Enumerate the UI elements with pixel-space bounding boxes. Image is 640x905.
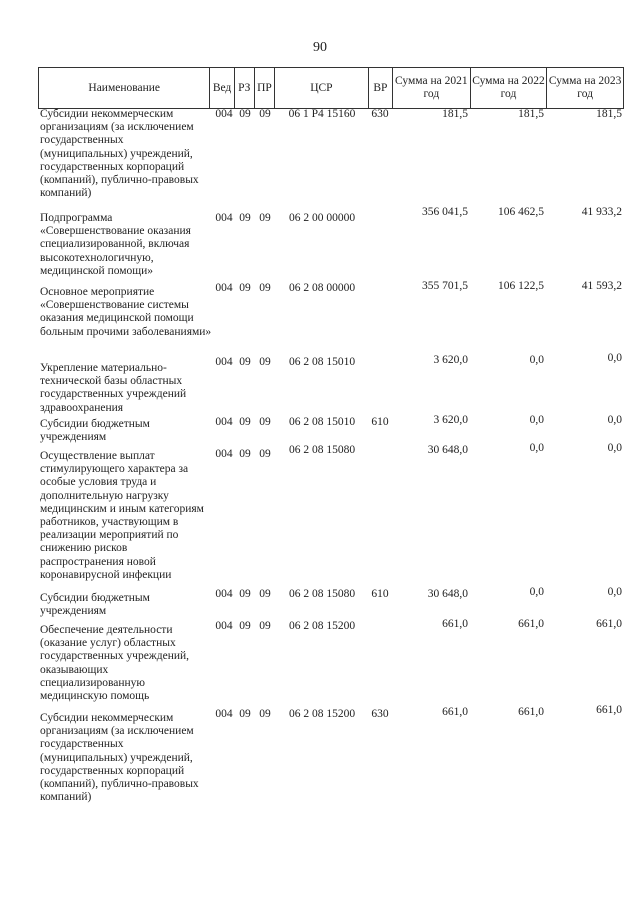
row-sum2021: 661,0 xyxy=(442,618,468,630)
row-csr: 06 2 08 15200 xyxy=(288,620,356,632)
row-pr: 09 xyxy=(259,416,271,428)
row-sum2023: 0,0 xyxy=(607,586,622,598)
row-sum2021: 3 620,0 xyxy=(433,414,468,426)
row-csr: 06 2 08 15200 xyxy=(288,708,356,720)
row-rz: 09 xyxy=(239,416,251,428)
row-csr: 06 2 08 15080 xyxy=(288,444,356,456)
col-header-vr: ВР xyxy=(368,68,392,109)
row-pr: 09 xyxy=(259,282,271,294)
col-header-csr: ЦСР xyxy=(275,68,369,109)
row-ved: 004 xyxy=(215,448,233,460)
col-header-sum2023: Сумма на 2023 год xyxy=(547,68,624,109)
row-sum2022: 181,5 xyxy=(518,108,544,120)
row-ved: 004 xyxy=(215,356,233,368)
row-sum2021: 3 620,0 xyxy=(433,354,468,366)
row-sum2023: 0,0 xyxy=(607,442,622,454)
row-sum2021: 355 701,5 xyxy=(422,280,468,292)
row-sum2022: 661,0 xyxy=(518,618,544,630)
row-rz: 09 xyxy=(239,282,251,294)
col-header-pr: ПР xyxy=(254,68,274,109)
row-rz: 09 xyxy=(239,588,251,600)
row-name: Субсидии бюджетным учреждениям xyxy=(40,592,150,618)
row-name: Основное мероприятие «Совершенствование системы оказания медицинской помощи больным прочими заболеваниями» xyxy=(40,286,212,338)
row-ved: 004 xyxy=(215,588,233,600)
row-pr: 09 xyxy=(259,108,271,120)
row-rz: 09 xyxy=(239,356,251,368)
row-sum2022: 0,0 xyxy=(529,586,544,598)
row-pr: 09 xyxy=(259,448,271,460)
row-vr: 610 xyxy=(371,588,389,600)
row-sum2022: 661,0 xyxy=(518,706,544,718)
row-pr: 09 xyxy=(259,708,271,720)
row-ved: 004 xyxy=(215,212,233,224)
row-csr: 06 2 08 00000 xyxy=(288,282,356,294)
row-ved: 004 xyxy=(215,282,233,294)
row-sum2023: 0,0 xyxy=(607,352,622,364)
row-sum2023: 661,0 xyxy=(596,618,622,630)
col-header-name: Наименование xyxy=(39,68,210,109)
row-rz: 09 xyxy=(239,108,251,120)
row-name: Обеспечение деятельности (оказание услуг) областных государственных учреждений, оказывающих специализированную медицинскую помощь xyxy=(40,624,190,703)
row-sum2023: 661,0 xyxy=(596,704,622,716)
row-sum2021: 661,0 xyxy=(442,706,468,718)
row-pr: 09 xyxy=(259,620,271,632)
row-sum2023: 0,0 xyxy=(607,414,622,426)
col-header-sum2021: Сумма на 2021 год xyxy=(393,68,471,109)
row-vr: 610 xyxy=(371,416,389,428)
col-header-rz: РЗ xyxy=(234,68,254,109)
row-sum2021: 30 648,0 xyxy=(427,588,468,600)
row-name: Субсидии некоммерческим организациям (за исключением государственных (муниципальных) учреждений, государственных корпораций (компаний), публично-правовых компаний) xyxy=(40,108,199,200)
row-rz: 09 xyxy=(239,708,251,720)
row-sum2023: 41 593,2 xyxy=(581,280,622,292)
col-header-sum2022: Сумма на 2022 год xyxy=(470,68,547,109)
row-name: Субсидии бюджетным учреждениям xyxy=(40,418,150,444)
row-csr: 06 2 08 15010 xyxy=(288,416,356,428)
row-rz: 09 xyxy=(239,448,251,460)
row-sum2022: 0,0 xyxy=(529,414,544,426)
row-vr: 630 xyxy=(371,108,389,120)
row-sum2023: 181,5 xyxy=(596,108,622,120)
row-sum2022: 0,0 xyxy=(529,354,544,366)
row-pr: 09 xyxy=(259,212,271,224)
row-vr: 630 xyxy=(371,708,389,720)
row-sum2023: 41 933,2 xyxy=(581,206,622,218)
row-name: Укрепление материально-технической базы областных государственных учреждений здравоохранения xyxy=(40,362,187,414)
table-header xyxy=(38,67,624,109)
row-pr: 09 xyxy=(259,356,271,368)
row-ved: 004 xyxy=(215,620,233,632)
row-ved: 004 xyxy=(215,108,233,120)
row-csr: 06 2 00 00000 xyxy=(288,212,356,224)
row-csr: 06 2 08 15080 xyxy=(288,588,356,600)
row-name: Подпрограмма «Совершенствование оказания специализированной, включая высокотехнологичную, медицинской помощи» xyxy=(40,212,191,277)
row-sum2022: 0,0 xyxy=(529,442,544,454)
row-name: Субсидии некоммерческим организациям (за исключением государственных (муниципальных) учреждений, государственных корпораций (компаний), публично-правовых компаний) xyxy=(40,712,199,804)
row-ved: 004 xyxy=(215,708,233,720)
row-csr: 06 1 P4 15160 xyxy=(288,108,356,120)
row-sum2022: 106 462,5 xyxy=(498,206,544,218)
row-name: Осуществление выплат стимулирующего характера за особые условия труда и дополнительную нагрузку медицинским и иным категориям работников, участвующим в реализации мероприятий по снижению рисков распространения новой коронавирусной инфекции xyxy=(40,450,204,581)
row-sum2021: 356 041,5 xyxy=(422,206,468,218)
row-rz: 09 xyxy=(239,620,251,632)
page-number: 90 xyxy=(313,40,327,55)
row-csr: 06 2 08 15010 xyxy=(288,356,356,368)
row-sum2021: 181,5 xyxy=(442,108,468,120)
row-sum2021: 30 648,0 xyxy=(427,444,468,456)
row-rz: 09 xyxy=(239,212,251,224)
row-sum2022: 106 122,5 xyxy=(498,280,544,292)
col-header-ved: Вед xyxy=(210,68,234,109)
row-pr: 09 xyxy=(259,588,271,600)
row-ved: 004 xyxy=(215,416,233,428)
